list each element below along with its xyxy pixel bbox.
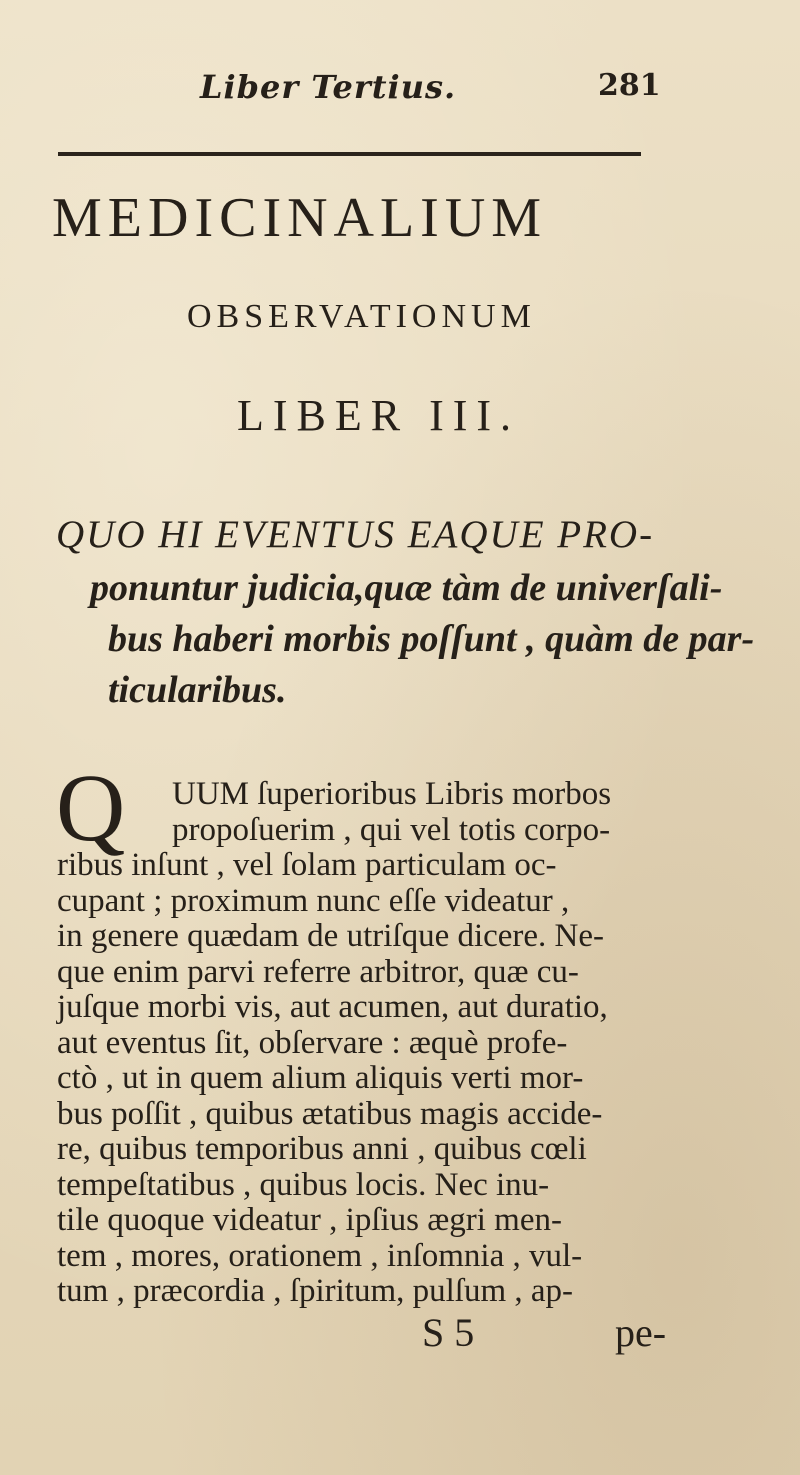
heading-line: ponuntur judicia,quæ tàm de univerſali- bbox=[90, 567, 723, 609]
body-line: propoſuerim , qui vel totis corpo- bbox=[172, 812, 611, 848]
body-line: cupant ; proximum nunc eſſe videatur , bbox=[57, 883, 570, 919]
body-line: re, quibus temporibus anni , quibus cœli bbox=[57, 1131, 587, 1167]
body-line: ctò , ut in quem alium aliquis verti mor- bbox=[57, 1060, 584, 1096]
body-line: que enim parvi referre arbitror, quæ cu- bbox=[57, 954, 579, 990]
body-line: juſque morbi vis, aut acumen, aut duratio, bbox=[57, 989, 608, 1025]
body-line: tile quoque videatur , ipſius ægri men- bbox=[57, 1202, 562, 1238]
drop-cap-initial: Q bbox=[56, 754, 126, 861]
subtitle-observationum: OBSERVATIONUM bbox=[187, 298, 536, 335]
body-line: ribus inſunt , vel ſolam particulam oc- bbox=[57, 847, 557, 883]
running-head: Liber Tertius. bbox=[200, 68, 457, 106]
body-line: aut eventus ſit, obſervare : æquè profe- bbox=[57, 1025, 568, 1061]
heading-line: bus haberi morbis poſſunt , quàm de par- bbox=[108, 618, 755, 660]
catchword: pe- bbox=[615, 1310, 667, 1355]
page-number: 281 bbox=[598, 68, 661, 103]
book-number: LIBER III. bbox=[237, 391, 521, 440]
header-rule bbox=[58, 152, 641, 156]
body-line: tempeſtatibus , quibus locis. Nec inu- bbox=[57, 1167, 550, 1203]
heading-line: QUO HI EVENTUS EAQUE PRO- bbox=[56, 513, 655, 556]
signature-mark: S 5 bbox=[422, 1310, 475, 1355]
body-line: in genere quædam de utriſque dicere. Ne- bbox=[57, 918, 605, 954]
title-medicinalium: MEDICINALIUM bbox=[52, 187, 548, 249]
heading-line: ticularibus. bbox=[108, 669, 287, 711]
body-line: UUM ſuperioribus Libris morbos bbox=[172, 776, 612, 812]
body-line: tum , præcordia , ſpiritum, pulſum , ap- bbox=[57, 1273, 574, 1309]
body-line: bus poſſit , quibus ætatibus magis accide- bbox=[57, 1096, 603, 1132]
body-line: tem , mores, orationem , inſomnia , vul- bbox=[57, 1238, 583, 1274]
